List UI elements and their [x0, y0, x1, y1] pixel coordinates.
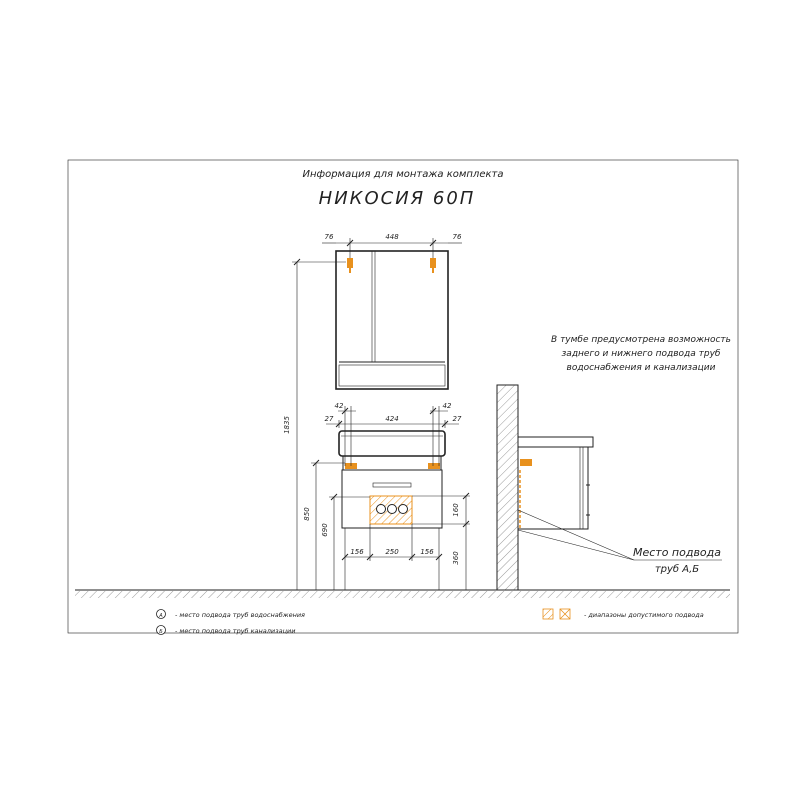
pipe-a-icon: [388, 505, 397, 514]
legend-b-text: - место подвода труб канализации: [175, 627, 296, 635]
dim-vanity-top-left: 42: [334, 402, 344, 410]
dim-vanity-top-right: 42: [442, 402, 452, 410]
floor-line: [75, 590, 730, 598]
dim-mirror-mid: 448: [385, 233, 399, 241]
mount-bracket-icon: [520, 459, 532, 466]
legend-a-symbol: А: [159, 613, 163, 619]
callout-line-1: Место подвода: [632, 546, 722, 559]
dim-mirror-left: 76: [324, 233, 334, 241]
dim-mirror-right: 76: [452, 233, 462, 241]
mount-bracket-icon: [347, 258, 353, 273]
legend-a-text: - место подвода труб водоснабжения: [175, 611, 305, 619]
vanity-unit: [339, 431, 445, 590]
dim-height-850: 850: [303, 507, 311, 521]
legend-ranges-text: - диапазоны допустимого подвода: [584, 611, 704, 619]
mirror-top-dimension: [322, 238, 462, 258]
dim-vanity-left: 27: [324, 415, 334, 423]
note-line-1: В тумбе предусмотрена возможность: [551, 335, 731, 345]
mount-bracket-icon: [430, 258, 436, 273]
note-line-2: заднего и нижнего подвода труб: [561, 349, 721, 359]
dim-vanity-mid: 424: [385, 415, 399, 423]
mirror-cabinet: [336, 251, 448, 389]
dim-bottom-mid: 250: [385, 548, 399, 556]
pipe-a-icon: [377, 505, 386, 514]
hatch-swatch-icon: [543, 609, 553, 619]
dim-vanity-right: 27: [452, 415, 462, 423]
right-dimensions: [412, 493, 470, 590]
dim-right-360: 360: [452, 551, 460, 565]
sheet-frame: [68, 160, 738, 633]
header-title: НИКОСИЯ 60П: [318, 188, 476, 209]
legend-b-symbol: Б: [159, 629, 163, 635]
dim-right-160: 160: [452, 503, 460, 517]
legend: [157, 609, 704, 635]
pipe-b-icon: [399, 505, 408, 514]
dim-height-690: 690: [321, 523, 329, 537]
note-line-3: водоснабжения и канализации: [566, 363, 716, 373]
callout-line-2: труб А,Б: [654, 564, 700, 575]
dim-bottom-right: 156: [420, 548, 434, 556]
vertical-dimensions: [292, 259, 370, 590]
mount-bracket-icon: [428, 463, 440, 469]
dim-bottom-left: 156: [350, 548, 364, 556]
header-subtitle: Информация для монтажа комплекта: [302, 169, 504, 180]
dim-total-height: 1835: [283, 416, 291, 434]
side-view: [497, 385, 722, 590]
